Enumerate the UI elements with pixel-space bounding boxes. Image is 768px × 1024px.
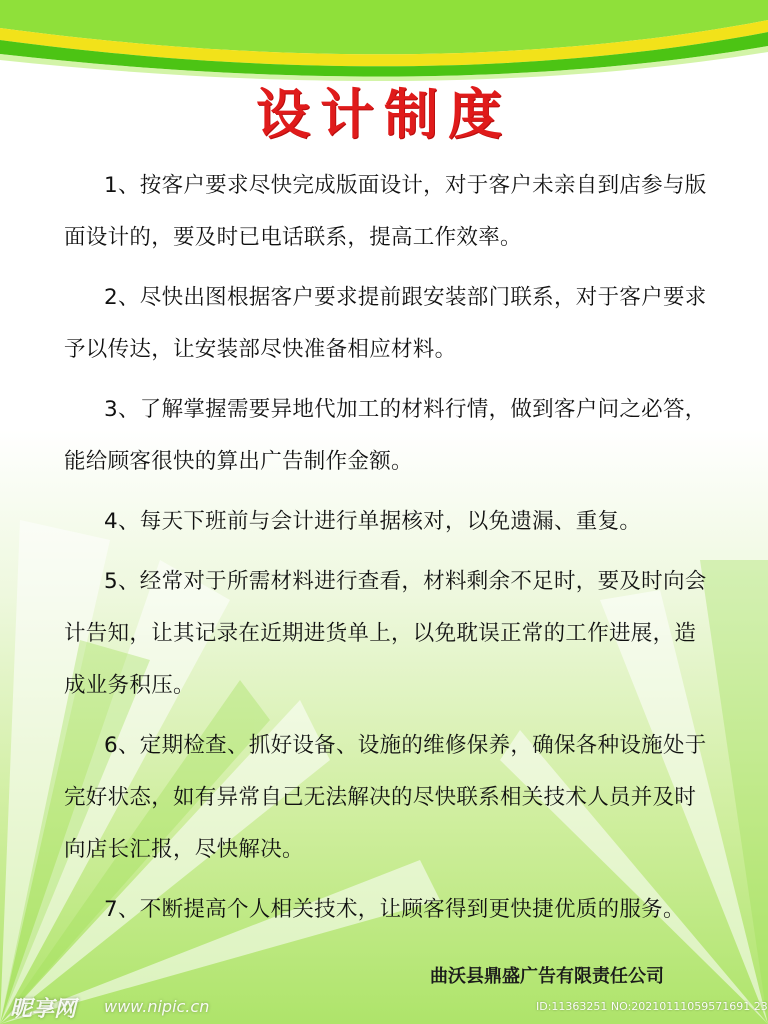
company-name: 曲沃县鼎盛广告有限责任公司 bbox=[430, 966, 664, 987]
watermark-url: www.nipic.cn bbox=[104, 997, 210, 1016]
page-title: 设计制度 bbox=[256, 83, 512, 146]
rules-list bbox=[64, 160, 714, 936]
watermark-id: ID:11363251 NO:20210111059571691 23 bbox=[536, 1000, 768, 1013]
rule-item: 4、每天下班前与会计进行单据核对，以免遗漏、重复。 bbox=[104, 509, 642, 534]
rule-item: 2、尽快出图根据客户要求提前跟安装部门联系，对于客户要求予以传达，让安装部尽快准备相应材料。 bbox=[64, 285, 707, 362]
rule-item: 3、了解掌握需要异地代加工的材料行情，做到客户问之必答，能给顾客很快的算出广告制作金额。 bbox=[64, 397, 707, 474]
watermark-logo: 昵享网 bbox=[10, 997, 77, 1022]
rule-item: 1、按客户要求尽快完成版面设计，对于客户未亲自到店参与版面设计的，要及时已电话联系，提高工作效率。 bbox=[64, 173, 707, 250]
rule-item: 6、定期检查、抓好设备、设施的维修保养，确保各种设施处于完好状态，如有异常自己无法解决的尽快联系相关技术人员并及时向店长汇报，尽快解决。 bbox=[64, 733, 707, 862]
rule-item: 5、经常对于所需材料进行查看，材料剩余不足时，要及时向会计告知，让其记录在近期进货单上，以免耽误正常的工作进展，造成业务积压。 bbox=[64, 569, 707, 698]
rule-item: 7、不断提高个人相关技术，让顾客得到更快捷优质的服务。 bbox=[104, 897, 685, 922]
